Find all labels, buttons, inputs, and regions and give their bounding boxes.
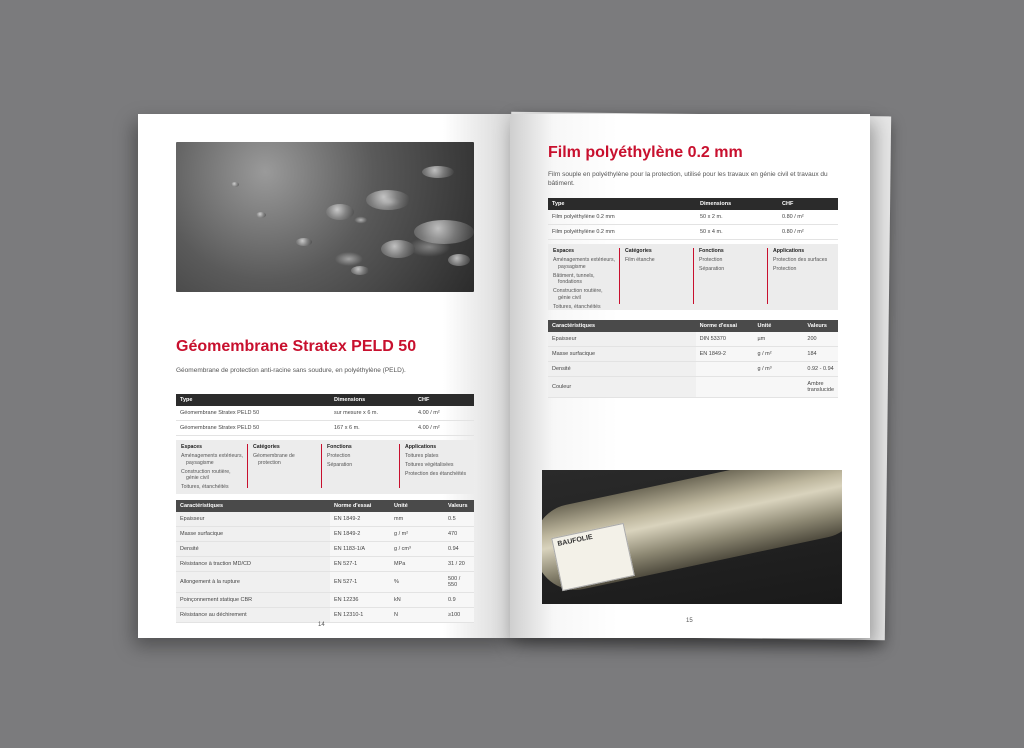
band-col-categories [620, 244, 694, 310]
cell: EN 12310-1 [330, 608, 390, 623]
cell: EN 1183-1/A [330, 542, 390, 557]
list-item: Protection [327, 453, 351, 459]
cell: Allongement à la rupture [176, 572, 330, 593]
table-row [548, 225, 838, 240]
list-item: Film étanche [625, 257, 655, 263]
band-col-fonctions [694, 244, 768, 310]
cell: 167 x 6 m. [330, 421, 414, 436]
cell: g / m² [754, 347, 804, 362]
cell: kN [390, 593, 444, 608]
col-chf: CHF [414, 394, 474, 406]
table-header-row [548, 198, 838, 210]
band-heading: Applications [773, 248, 805, 254]
list-item: Séparation [699, 265, 725, 272]
col-norme: Norme d'essai [330, 500, 390, 512]
cell: Couleur [548, 377, 696, 398]
table-row [548, 377, 838, 398]
right-price-table [548, 198, 838, 240]
list-item: Protection [699, 257, 723, 263]
list-item: Protection [773, 265, 797, 272]
cell: Poinçonnement statique CBR [176, 593, 330, 608]
table-row [176, 542, 474, 557]
col-dimensions: Dimensions [696, 198, 778, 210]
cell: g / m² [390, 527, 444, 542]
list-item: Construction routière, génie civil [181, 468, 231, 482]
table-header-row [176, 394, 474, 406]
left-page [138, 114, 510, 638]
cell: µm [754, 332, 804, 347]
list-item: Géomembrane de protection [253, 453, 295, 466]
brochure-spread [138, 106, 872, 642]
cell: 184 [803, 347, 838, 362]
band-col-applications [400, 440, 474, 494]
cell: g / cm³ [390, 542, 444, 557]
cell [696, 377, 754, 398]
cell: 470 [444, 527, 474, 542]
list-item: Bâtiment, tunnels, fondations [553, 272, 595, 286]
cell: EN 1849-2 [330, 512, 390, 527]
cell: Film polyéthylène 0.2 mm [548, 210, 696, 225]
cell: 0.5 [444, 512, 474, 527]
band-col-fonctions [322, 440, 400, 494]
page-number: 14 [318, 622, 325, 628]
cell: 50 x 2 m. [696, 210, 778, 225]
col-valeurs: Valeurs [803, 320, 838, 332]
band-col-categories [248, 440, 322, 494]
cell: mm [390, 512, 444, 527]
cell: DIN 53370 [696, 332, 754, 347]
col-caracteristiques: Caractéristiques [176, 500, 330, 512]
table-row [548, 210, 838, 225]
cell: Masse surfacique [548, 347, 696, 362]
film-roll-photo [542, 470, 842, 604]
list-item: Construction routière, génie civil [553, 288, 603, 301]
cell: EN 1849-2 [330, 527, 390, 542]
right-lead: Film souple en polyéthylène pour la protection, utilisé pour les travaux en génie civil et travaux du bâtiment. [548, 171, 828, 188]
table-row [548, 347, 838, 362]
cell: Géomembrane Stratex PELD 50 [176, 406, 330, 421]
page-number: 15 [686, 618, 693, 624]
left-price-table [176, 394, 474, 436]
col-dimensions: Dimensions [330, 394, 414, 406]
cell: Masse surfacique [176, 527, 330, 542]
cell: Résistance au déchirement [176, 608, 330, 623]
cell: Géomembrane Stratex PELD 50 [176, 421, 330, 436]
table-row [176, 572, 474, 593]
cell: 4.00 / m² [414, 421, 474, 436]
col-unite: Unité [390, 500, 444, 512]
water-drops-photo [176, 142, 474, 292]
cell: EN 1849-2 [696, 347, 754, 362]
cell [696, 362, 754, 377]
band-heading: Fonctions [327, 444, 352, 450]
col-type: Type [548, 198, 696, 210]
band-col-applications [768, 244, 838, 310]
table-row [548, 362, 838, 377]
list-item: Toitures, étanchéités [181, 484, 229, 490]
cell: 31 / 20 [444, 557, 474, 572]
cell: 4.00 / m² [414, 406, 474, 421]
col-norme: Norme d'essai [696, 320, 754, 332]
cell: sur mesure x 6 m. [330, 406, 414, 421]
table-row [548, 332, 838, 347]
band-col-espaces [176, 440, 248, 494]
table-row [176, 512, 474, 527]
cell: 0.94 [444, 542, 474, 557]
left-lead: Géomembrane de protection anti-racine sans soudure, en polyéthylène (PELD). [176, 367, 406, 374]
band-heading: Catégories [625, 248, 652, 254]
right-properties-table [548, 320, 838, 398]
left-info-band [176, 440, 474, 494]
col-chf: CHF [778, 198, 838, 210]
cell: % [390, 572, 444, 593]
cell: N [390, 608, 444, 623]
cell: Epaisseur [548, 332, 696, 347]
right-info-band [548, 244, 838, 310]
table-row [176, 527, 474, 542]
cell: 0.92 - 0.94 [803, 362, 838, 377]
cell: g / m³ [754, 362, 804, 377]
table-row [176, 406, 474, 421]
cell: Densité [548, 362, 696, 377]
cell: EN 527-1 [330, 572, 390, 593]
left-properties-table [176, 500, 474, 623]
band-heading: Applications [405, 444, 437, 450]
band-heading: Espaces [553, 248, 575, 254]
cell [754, 377, 804, 398]
props-header-row [176, 500, 474, 512]
list-item: Toitures, étanchéités [553, 303, 601, 310]
list-item: Séparation [327, 461, 353, 468]
list-item: Protection des surfaces [773, 257, 828, 263]
cell: MPa [390, 557, 444, 572]
band-heading: Espaces [181, 444, 203, 450]
cell: Epaisseur [176, 512, 330, 527]
cell: 200 [803, 332, 838, 347]
props-header-row [548, 320, 838, 332]
col-type: Type [176, 394, 330, 406]
cell: 50 x 4 m. [696, 225, 778, 240]
cell: EN 12236 [330, 593, 390, 608]
cell: Résistance à traction MD/CD [176, 557, 330, 572]
col-unite: Unité [754, 320, 804, 332]
cell: ≥100 [444, 608, 474, 623]
list-item: Protection des étanchéités [405, 470, 467, 477]
table-row [176, 421, 474, 436]
list-item: Aménagements extérieurs, paysagisme [553, 257, 615, 270]
left-title: Géomembrane Stratex PELD 50 [176, 338, 417, 355]
list-item: Toitures végétalisées [405, 461, 454, 468]
list-item: Toitures plates [405, 453, 439, 459]
roll-label-text: BAUFOLIE [556, 533, 594, 549]
col-caracteristiques: Caractéristiques [548, 320, 696, 332]
cell: Densité [176, 542, 330, 557]
cell: 0.9 [444, 593, 474, 608]
col-valeurs: Valeurs [444, 500, 474, 512]
cell: 500 / 550 [444, 572, 474, 593]
table-row [176, 608, 474, 623]
cell: Ambre translucide [803, 377, 838, 398]
table-row [176, 593, 474, 608]
cell: Film polyéthylène 0.2 mm [548, 225, 696, 240]
cell: 0.80 / m² [778, 225, 838, 240]
band-heading: Fonctions [699, 248, 724, 254]
right-title: Film polyéthylène 0.2 mm [548, 144, 743, 161]
band-heading: Catégories [253, 444, 280, 450]
band-col-espaces [548, 244, 620, 310]
right-page [510, 114, 870, 638]
cell: 0.80 / m² [778, 210, 838, 225]
table-row [176, 557, 474, 572]
list-item: Aménagements extérieurs, paysagisme [181, 453, 243, 466]
cell: EN 527-1 [330, 557, 390, 572]
